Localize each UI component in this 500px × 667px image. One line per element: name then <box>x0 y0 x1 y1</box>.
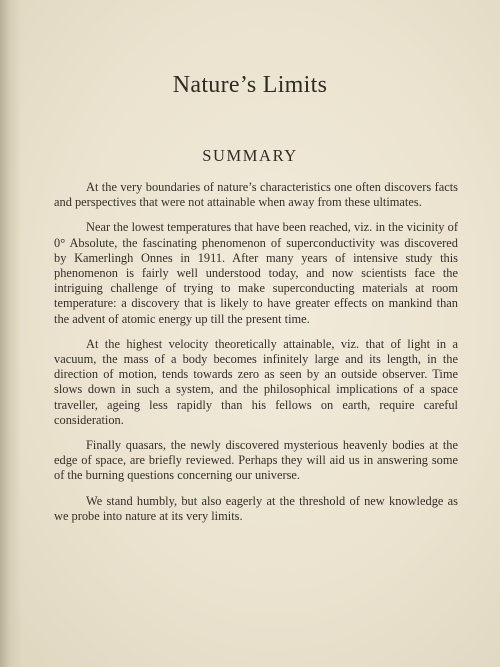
summary-body <box>54 180 458 534</box>
paragraph-2: Near the lowest temperatures that have been reached, viz. in the vicinity of 0° Absolute, the fascinating phenomenon of superconductivity was discovered by Kamerlingh Onnes in 1911. After many years of intensive study this phenomenon is fairly well understood today, and now scientists face the intriguing challenge of trying to make superconducting materials at room temperature: a discovery that is likely to have greater effects on mankind than the advent of atomic energy up till the present time. <box>54 220 458 326</box>
paragraph-3: At the highest velocity theoretically attainable, viz. that of light in a vacuum, the mass of a body becomes infinitely large and its length, in the direction of motion, tends towards zero as seen by an outside observer. Time slows down in such a system, and the philosophical implications of a space traveller, ageing less rapidly than his fellows on earth, require careful consideration. <box>54 336 458 427</box>
page-gutter-shadow <box>0 0 22 667</box>
paragraph-1: At the very boundaries of nature’s characteristics one often discovers facts and perspectives that were not attainable when away from these ultimates. <box>54 180 458 210</box>
page-title: Nature’s Limits <box>172 72 328 98</box>
paragraph-4: Finally quasars, the newly discovered mysterious heavenly bodies at the edge of space, are briefly reviewed. Perhaps they will aid us in answering some of the burning questions concerning our universe. <box>54 438 458 483</box>
paragraph-5: We stand humbly, but also eagerly at the threshold of new knowledge as we probe into nature at its very limits. <box>54 493 458 523</box>
section-heading: SUMMARY <box>202 146 298 165</box>
